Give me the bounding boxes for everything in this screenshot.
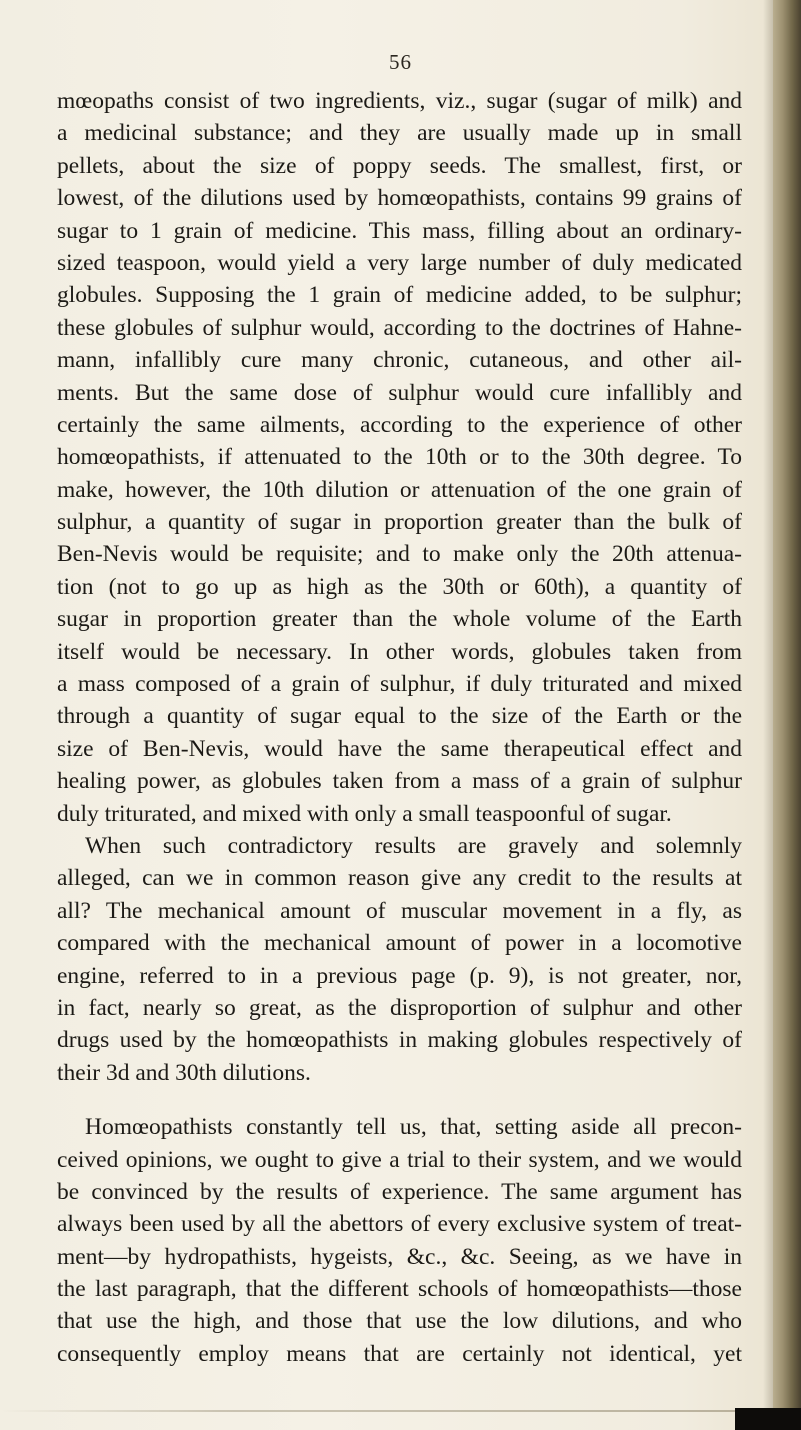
text-line: tion (not to go up as high as the 30th or 60th), a quantity of — [57, 573, 742, 600]
text-line: in fact, nearly so great, as the disproportion of sulphur and other — [57, 994, 742, 1021]
text-line: healing power, as globules taken from a mass of a grain of sulphur — [57, 768, 742, 795]
scan-corner-block — [735, 1408, 801, 1430]
text-line: homœopathists, if attenuated to the 10th or to the 30th degree. To — [57, 444, 742, 471]
text-line: ments. But the same dose of sulphur would cure infallibly and — [57, 379, 742, 406]
text-line: make, however, the 10th dilution or attenuation of the one grain of — [57, 476, 742, 503]
text-line: sugar in proportion greater than the whole volume of the Earth — [57, 606, 742, 633]
text-line: sugar to 1 grain of medicine. This mass, filling about an ordinary- — [57, 217, 742, 244]
text-line: engine, referred to in a previous page (p. 9), is not greater, nor, — [57, 962, 742, 989]
text-line: sized teaspoon, would yield a very large number of duly medicated — [57, 249, 742, 276]
paragraph-2 — [57, 830, 742, 1089]
text-line: compared with the mechanical amount of power in a locomotive — [57, 930, 742, 957]
text-line: Ben-Nevis would be requisite; and to make only the 20th attenua- — [57, 541, 742, 568]
text-line: mann, infallibly cure many chronic, cutaneous, and other ail- — [57, 347, 742, 374]
text-line: through a quantity of sugar equal to the size of the Earth or the — [57, 703, 742, 730]
paragraph-3 — [57, 1111, 742, 1370]
text-line: duly triturated, and mixed with only a small teaspoonful of sugar. — [57, 800, 672, 827]
text-line: sulphur, a quantity of sugar in proportion greater than the bulk of — [57, 509, 742, 536]
page-gutter-shadow — [763, 0, 773, 1430]
text-line: a medicinal substance; and they are usually made up in small — [57, 120, 742, 147]
text-line: lowest, of the dilutions used by homœopathists, contains 99 grains of — [57, 185, 742, 212]
text-line: the last paragraph, that the different schools of homœopathists—those — [57, 1276, 742, 1303]
body-text — [57, 85, 742, 1370]
text-line: globules. Supposing the 1 grain of medicine added, to be sulphur; — [57, 282, 742, 309]
text-line: pellets, about the size of poppy seeds. The smallest, first, or — [57, 152, 742, 179]
paragraph-1 — [57, 85, 742, 830]
text-line: When such contradictory results are gravely and solemnly — [85, 832, 742, 859]
paragraph-spacer — [57, 1089, 742, 1111]
page-number: 56 — [389, 50, 412, 74]
text-line: ment—by hydropathists, hygeists, &c., &c. Seeing, as we have in — [57, 1243, 742, 1270]
text-line: consequently employ means that are certainly not identical, yet — [57, 1340, 742, 1367]
page-bottom-edge — [0, 1410, 735, 1412]
text-line: drugs used by the homœopathists in making globules respectively of — [57, 1027, 742, 1054]
text-line: that use the high, and those that use the low dilutions, and who — [57, 1308, 742, 1335]
text-line: always been used by all the abettors of every exclusive system of treat- — [57, 1211, 742, 1238]
text-line: mœopaths consist of two ingredients, viz., sugar (sugar of milk) and — [57, 88, 742, 114]
text-line: alleged, can we in common reason give any credit to the results at — [57, 865, 742, 892]
text-line: their 3d and 30th dilutions. — [57, 1059, 311, 1086]
text-line: be convinced by the results of experience. The same argument has — [57, 1178, 742, 1205]
page-edge — [773, 0, 801, 1430]
text-line: Homœopathists constantly tell us, that, setting aside all precon- — [85, 1114, 742, 1141]
text-line: these globules of sulphur would, according to the doctrines of Hahne- — [57, 314, 742, 341]
text-line: a mass composed of a grain of sulphur, if duly triturated and mixed — [57, 671, 742, 698]
text-line: certainly the same ailments, according to the experience of other — [57, 411, 742, 438]
text-line: ceived opinions, we ought to give a trial to their system, and we would — [57, 1146, 742, 1173]
text-line: itself would be necessary. In other words, globules taken from — [57, 638, 742, 665]
text-line: all? The mechanical amount of muscular movement in a fly, as — [57, 897, 742, 924]
text-line: size of Ben-Nevis, would have the same therapeutical effect and — [57, 735, 742, 762]
